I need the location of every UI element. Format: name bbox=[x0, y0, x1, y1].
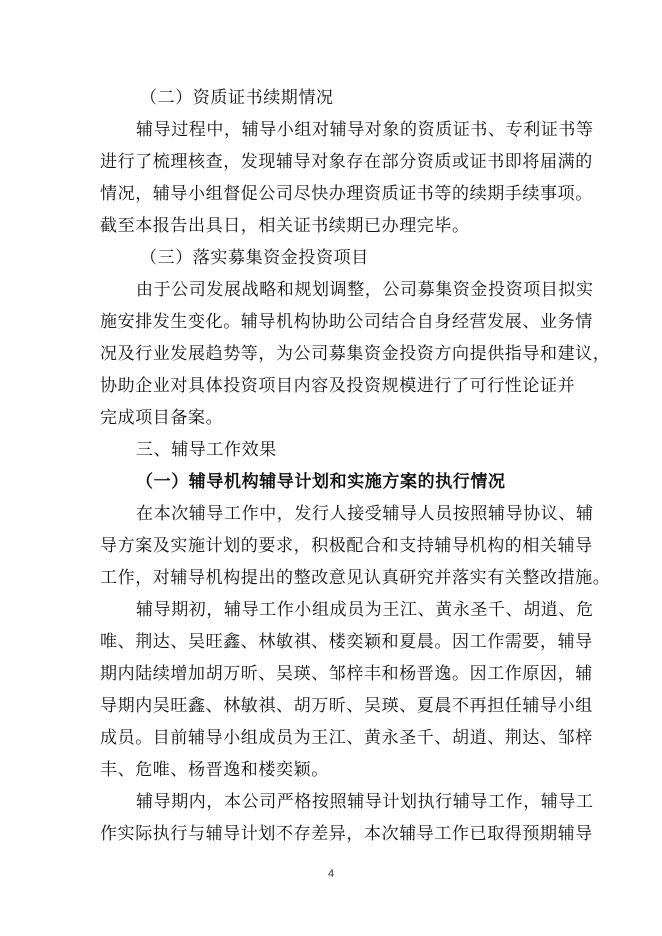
paragraph-line: 进行了梳理核查，发现辅导对象存在部分资质或证书即将届满的 bbox=[100, 152, 593, 172]
paragraph-line: 导方案及实施计划的要求，积极配合和支持辅导机构的相关辅导 bbox=[100, 536, 593, 556]
paragraph-line: 协助企业对具体投资项目内容及投资规模进行了可行性论证并 bbox=[100, 376, 576, 396]
paragraph-line: 辅导过程中，辅导小组对辅导对象的资质证书、专利证书等 bbox=[136, 120, 594, 140]
paragraph-line: 情况，辅导小组督促公司尽快办理资质证书等的续期手续事项。 bbox=[100, 184, 593, 204]
paragraph-line: 截至本报告出具日，相关证书续期已办理完毕。 bbox=[100, 216, 470, 236]
section-heading-certificate-renewal: （二）资质证书续期情况 bbox=[140, 88, 334, 108]
paragraph-line: 成员。目前辅导小组成员为王江、黄永圣千、胡逍、荆达、邹梓 bbox=[100, 728, 593, 748]
paragraph-line: 施安排发生变化。辅导机构协助公司结合自身经营发展、业务情 bbox=[100, 312, 593, 332]
paragraph-line: 作实际执行与辅导计划不存差异，本次辅导工作已取得预期辅导 bbox=[100, 824, 593, 844]
paragraph-line: 完成项目备案。 bbox=[100, 408, 224, 428]
paragraph-line: 辅导期初，辅导工作小组成员为王江、黄永圣千、胡逍、危 bbox=[136, 600, 594, 620]
page-number: 4 bbox=[327, 868, 335, 880]
paragraph-line: 期内陆续增加胡万昕、吴瑛、邹梓丰和杨晋逸。因工作原因，辅 bbox=[100, 664, 593, 684]
paragraph-line: 导期内吴旺鑫、林敏祺、胡万昕、吴瑛、夏晨不再担任辅导小组 bbox=[100, 696, 593, 716]
section-heading-plan-execution: （一）辅导机构辅导计划和实施方案的执行情况 bbox=[136, 472, 506, 492]
paragraph-line: 丰、危唯、杨晋逸和楼奕颖。 bbox=[100, 760, 329, 780]
paragraph-line: 唯、荆达、吴旺鑫、林敏祺、楼奕颖和夏晨。因工作需要，辅导 bbox=[100, 632, 593, 652]
paragraph-line: 在本次辅导工作中，发行人接受辅导人员按照辅导协议、辅 bbox=[136, 504, 594, 524]
section-heading-fundraising-projects: （三）落实募集资金投资项目 bbox=[140, 248, 369, 268]
paragraph-line: 由于公司发展战略和规划调整，公司募集资金投资项目拟实 bbox=[136, 280, 594, 300]
paragraph-line: 辅导期内，本公司严格按照辅导计划执行辅导工作，辅导工 bbox=[136, 792, 594, 812]
paragraph-line: 况及行业发展趋势等，为公司募集资金投资方向提供指导和建议， bbox=[100, 344, 611, 364]
paragraph-line: 工作，对辅导机构提出的整改意见认真研究并落实有关整改措施。 bbox=[100, 568, 611, 588]
section-heading-results: 三、辅导工作效果 bbox=[136, 440, 277, 460]
